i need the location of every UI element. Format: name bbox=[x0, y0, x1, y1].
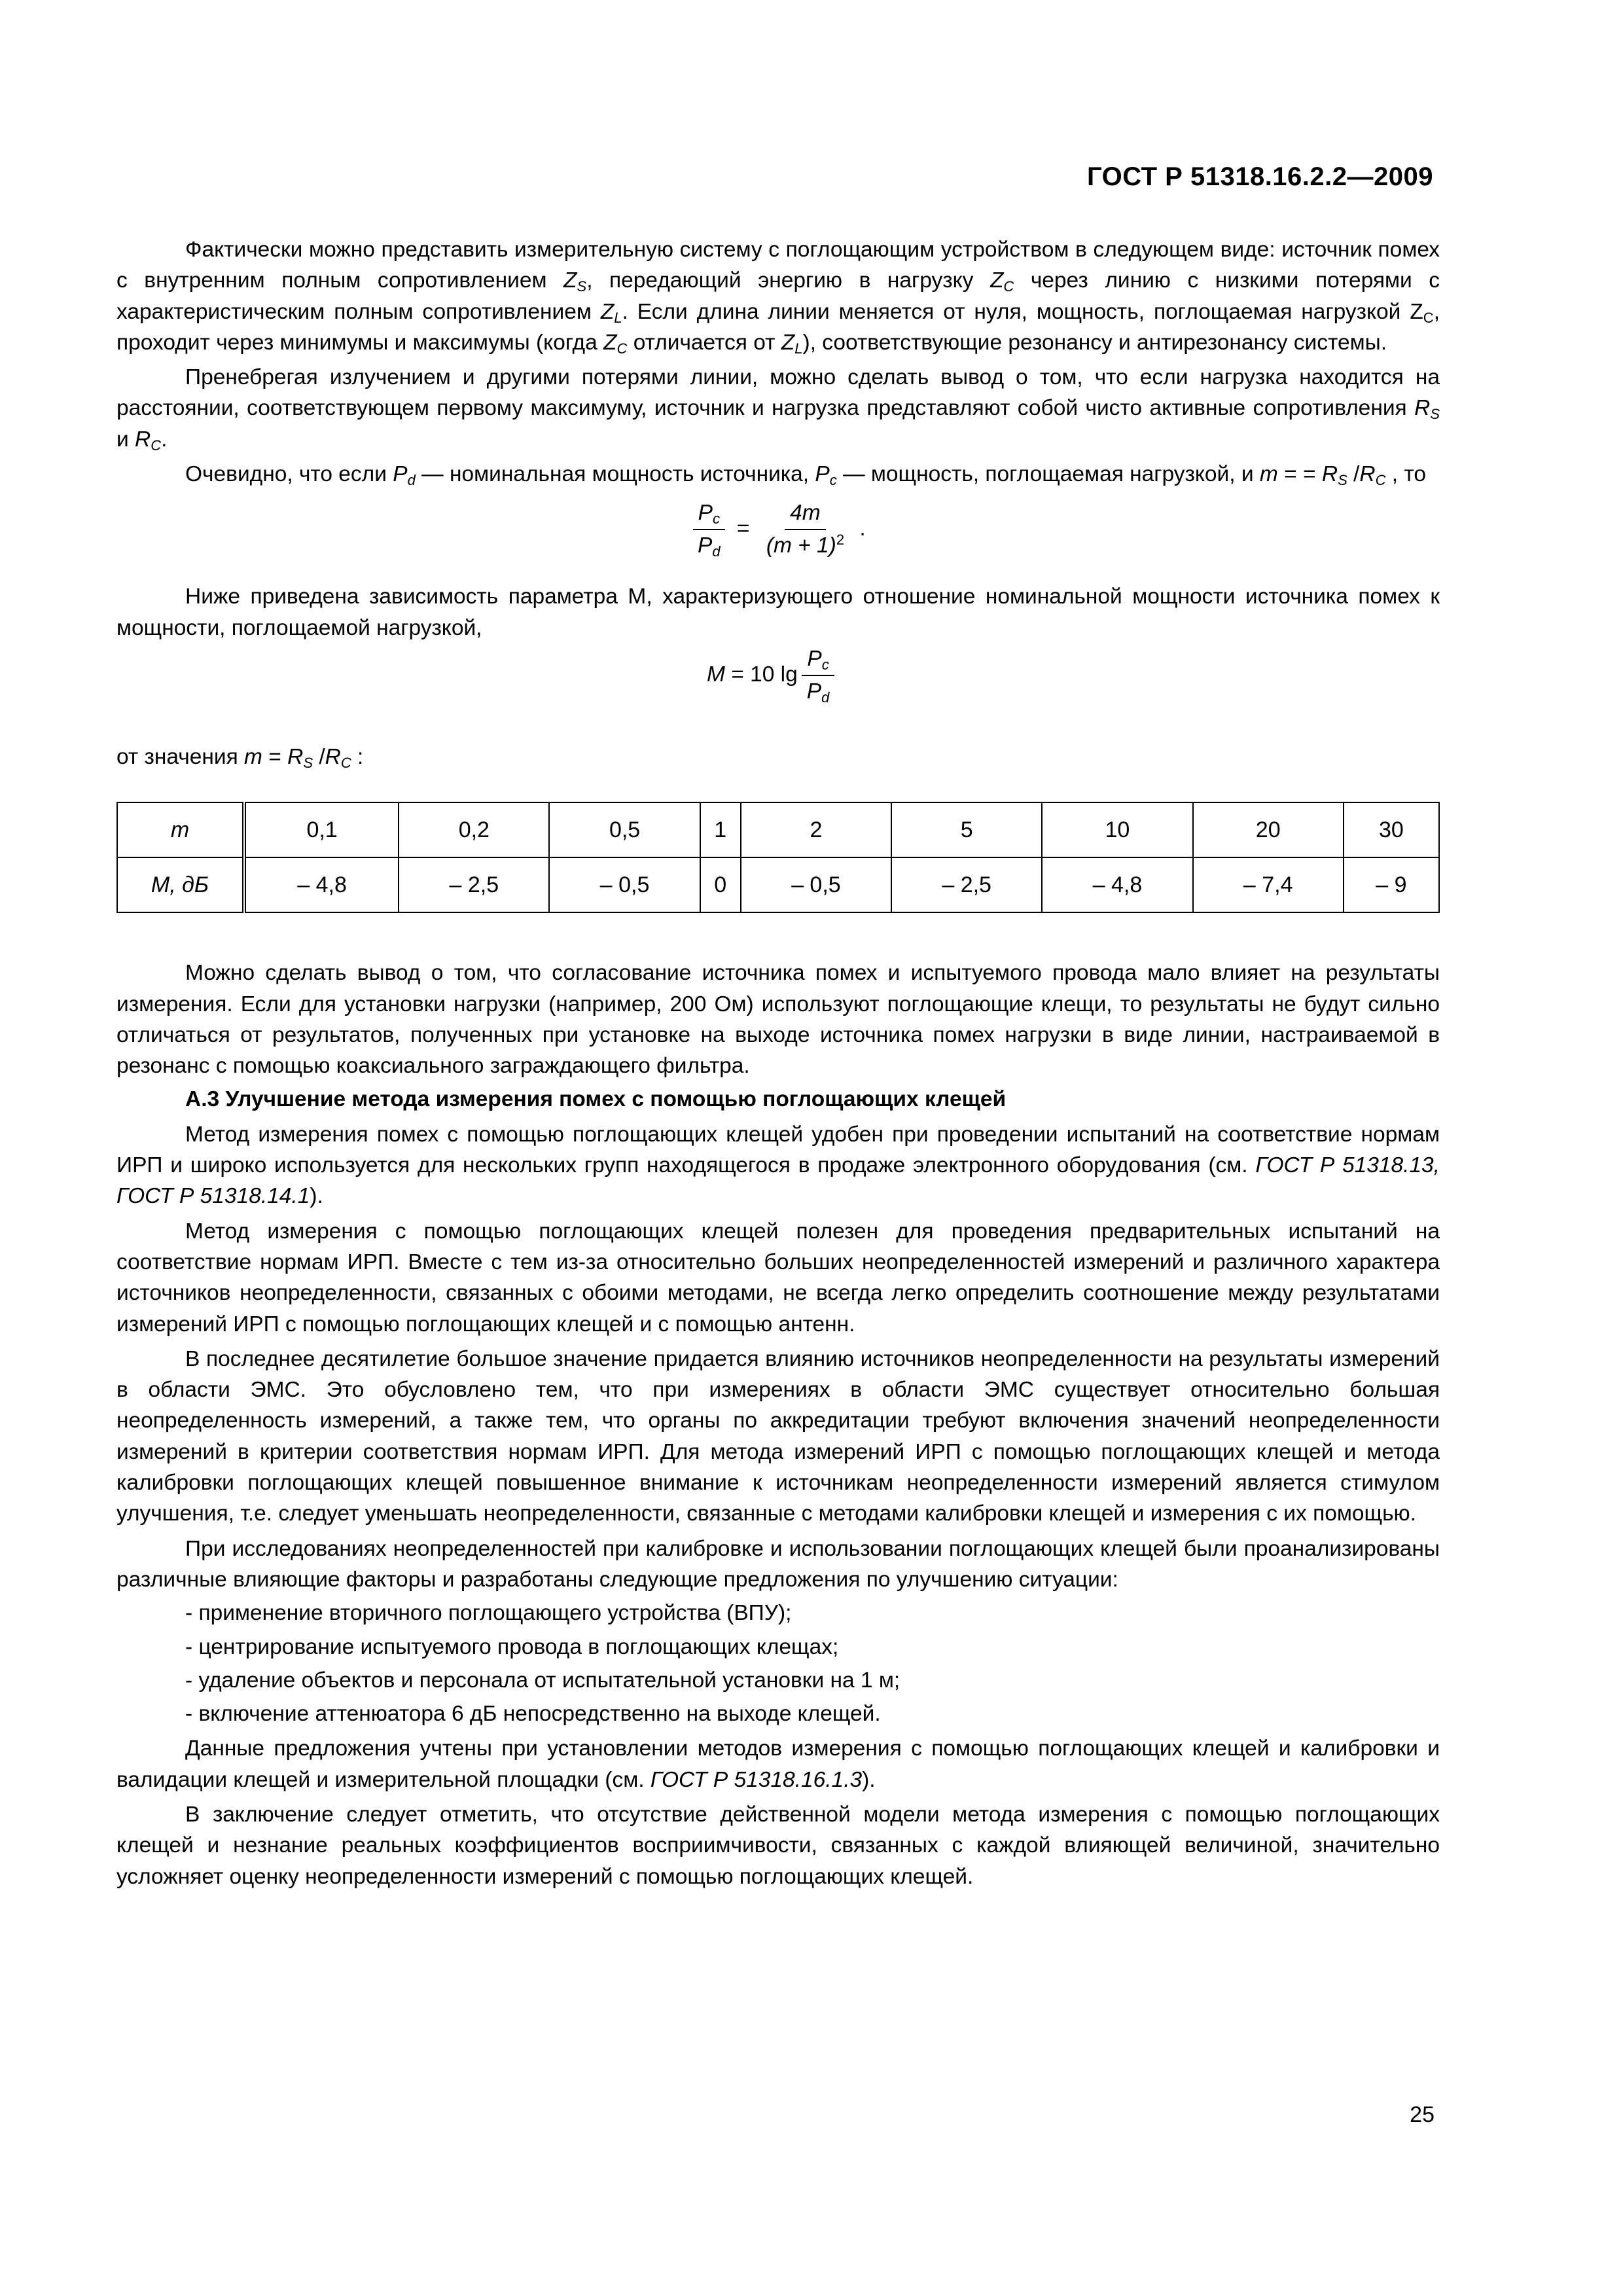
table-cell: 1 bbox=[700, 802, 741, 857]
table-cell: – 4,8 bbox=[1042, 857, 1192, 912]
table-cell: – 0,5 bbox=[741, 857, 891, 912]
table-row-m bbox=[117, 802, 1439, 857]
formula-m-definition bbox=[116, 643, 1440, 742]
section-title-a3: А.3 Улучшение метода измерения помех с помощью поглощающих клещей bbox=[185, 1087, 1007, 1112]
table-cell: 0,1 bbox=[244, 802, 399, 857]
page-content bbox=[116, 234, 1440, 1892]
table-cell: 10 bbox=[1042, 802, 1192, 857]
table-cell: – 7,4 bbox=[1193, 857, 1344, 912]
table-cell: 0 bbox=[700, 857, 741, 912]
table-cell: 20 bbox=[1193, 802, 1344, 857]
list-item: - центрирование испытуемого провода в поглощающих клещах; bbox=[185, 1634, 839, 1659]
table-cell: m bbox=[117, 802, 244, 857]
paragraph-system-description: Фактически можно представить измерительную систему с поглощающим устройством в следующем виде: источник помех с внутренним полным сопротивлением $Z_S$, передающий энергию в нагрузку $Z_C$ через линию с низкими потерями с характеристическим полным сопротивлением $Z_L$. Если длина линии меняется от нуля, мощность, поглощаемая нагрузкой $Z_C$, проходит через минимумы и максимумы (когда $Z_C$ отличается от $Z_L$), соответствующие резонансу и антирезонансу системы. bbox=[116, 238, 1440, 357]
paragraph-from-value: от значения $m = R_S$ $/R_C$ : bbox=[116, 744, 364, 771]
table-cell: 0,2 bbox=[399, 802, 549, 857]
list-item: - применение вторичного поглощающего устройства (ВПУ); bbox=[185, 1601, 792, 1626]
list-item: - включение аттенюатора 6 дБ непосредственно на выходе клещей. bbox=[185, 1702, 881, 1727]
formula-m-expression: M = 10 lg $\frac{P_c}{P_d}$ bbox=[707, 645, 834, 706]
table-cell: 2 bbox=[741, 802, 891, 857]
paragraph-method-description: Метод измерения помех с помощью поглощающих клещей удобен при проведении испытаний на соответствие нормам ИРП и широко используется для нескольких групп находящегося в продаже электронного оборудования (см. ГОСТ Р 51318.13, ГОСТ Р 51318.14.1). bbox=[116, 1122, 1440, 1209]
table-cell: 30 bbox=[1344, 802, 1439, 857]
fraction-pc-pd: $\frac{P_c}{P_d}$ bbox=[692, 499, 726, 560]
list-item: - удаление объектов и персонала от испытательной установки на 1 м; bbox=[185, 1668, 901, 1693]
paragraph-radiation-losses: Пренебрегая излучением и другими потерями линии, можно сделать вывод о том, что если нагрузка находится на расстоянии, соответствующем первому максимуму, источник и нагрузка представляют собой чисто активные сопротивления $R_S$ и $R_C$. bbox=[116, 365, 1440, 454]
table-cell: M, дБ bbox=[117, 857, 244, 912]
paragraph-power-definitions: Очевидно, что если $P_d$ — номинальная мощность источника, $P_c$ — мощность, поглощаемая нагрузкой, и m = = $R_S$ $/R_C$ , то bbox=[185, 462, 1426, 489]
paragraph-research: При исследованиях неопределенностей при калибровке и использовании поглощающих клещей были проанализированы различные влияющие факторы и разработаны следующие предложения по улучшению ситуации: bbox=[116, 1536, 1440, 1592]
paragraph-proposals-accounted: Данные предложения учтены при установлении методов измерения с помощью поглощающих клещей и калибровки и валидации клещей и измерительной площадки (см. ГОСТ Р 51318.16.1.3). bbox=[116, 1736, 1440, 1792]
fraction-4m: $\frac{4m}{(m + 1)^2}$ bbox=[761, 499, 849, 560]
page-number: 25 bbox=[1410, 2102, 1435, 2127]
table-cell: – 2,5 bbox=[399, 857, 549, 912]
formula-power-ratio-expression: $\frac{P_c}{P_d}$ = $\frac{4m}{(m + 1)^2}$ . bbox=[692, 499, 866, 560]
paragraph-conclusion-matching: Можно сделать вывод о том, что согласование источника помех и испытуемого провода мало влияет на результаты измерения. Если для установки нагрузки (например, 200 Ом) используют поглощающие клещи, то результаты не будут сильно отличаться от результатов, полученных при установке на выходе источника помех нагрузки в виде линии, настраиваемой в резонанс с помощью коаксиального заграждающего фильтра. bbox=[116, 961, 1440, 1079]
table-cell: 5 bbox=[891, 802, 1042, 857]
paragraph-uncertainty: В последнее десятилетие большое значение придается влиянию источников неопределенности на результаты измерений в области ЭМС. Это обусловлено тем, что при измерениях в области ЭМС существует относительно большая неопределенность измерений, а также тем, что органы по аккредитации требуют включения значений неопределенности измерений в критерии соответствия нормам ИРП. Для метода измерений ИРП с помощью поглощающих клещей и метода калибровки поглощающих клещей повышенное внимание к источникам неопределенности измерений является стимулом улучшения, т.е. следует уменьшать неопределенности, связанные с методами калибровки клещей и измерения с их помощью. bbox=[116, 1346, 1440, 1526]
table-cell: 0,5 bbox=[549, 802, 700, 857]
m-dependency-table bbox=[116, 802, 1440, 913]
table-cell: – 9 bbox=[1344, 857, 1439, 912]
table-cell: – 4,8 bbox=[244, 857, 399, 912]
fraction-pc-pd-2: $\frac{P_c}{P_d}$ bbox=[802, 645, 835, 706]
paragraph-final-conclusion: В заключение следует отметить, что отсутствие действенной модели метода измерения с помощью поглощающих клещей и незнание реальных коэффициентов восприимчивости, связанных с каждой влияющей величиной, значительно усложняет оценку неопределенности измерений с помощью поглощающих клещей. bbox=[116, 1802, 1440, 1889]
formula-power-ratio bbox=[116, 490, 1440, 581]
document-header: ГОСТ Р 51318.16.2.2—2009 bbox=[1086, 162, 1433, 191]
paragraph-parameter-m: Ниже приведена зависимость параметра M, характеризующего отношение номинальной мощности источника помех к мощности, поглощаемой нагрузкой, bbox=[116, 584, 1440, 640]
paragraph-preliminary-tests: Метод измерения с помощью поглощающих клещей полезен для проведения предварительных испытаний на соответствие нормам ИРП. Вместе с тем из-за относительно больших неопределенностей измерений и различного характера источников неопределенности, связанных с обоими методами, не всегда легко определить соотношение между результатами измерений ИРП с помощью поглощающих клещей и с помощью антенн. bbox=[116, 1219, 1440, 1336]
table-cell: – 2,5 bbox=[891, 857, 1042, 912]
table-cell: – 0,5 bbox=[549, 857, 700, 912]
equals-sign: = bbox=[736, 516, 750, 541]
table-row-M-db bbox=[117, 857, 1439, 912]
